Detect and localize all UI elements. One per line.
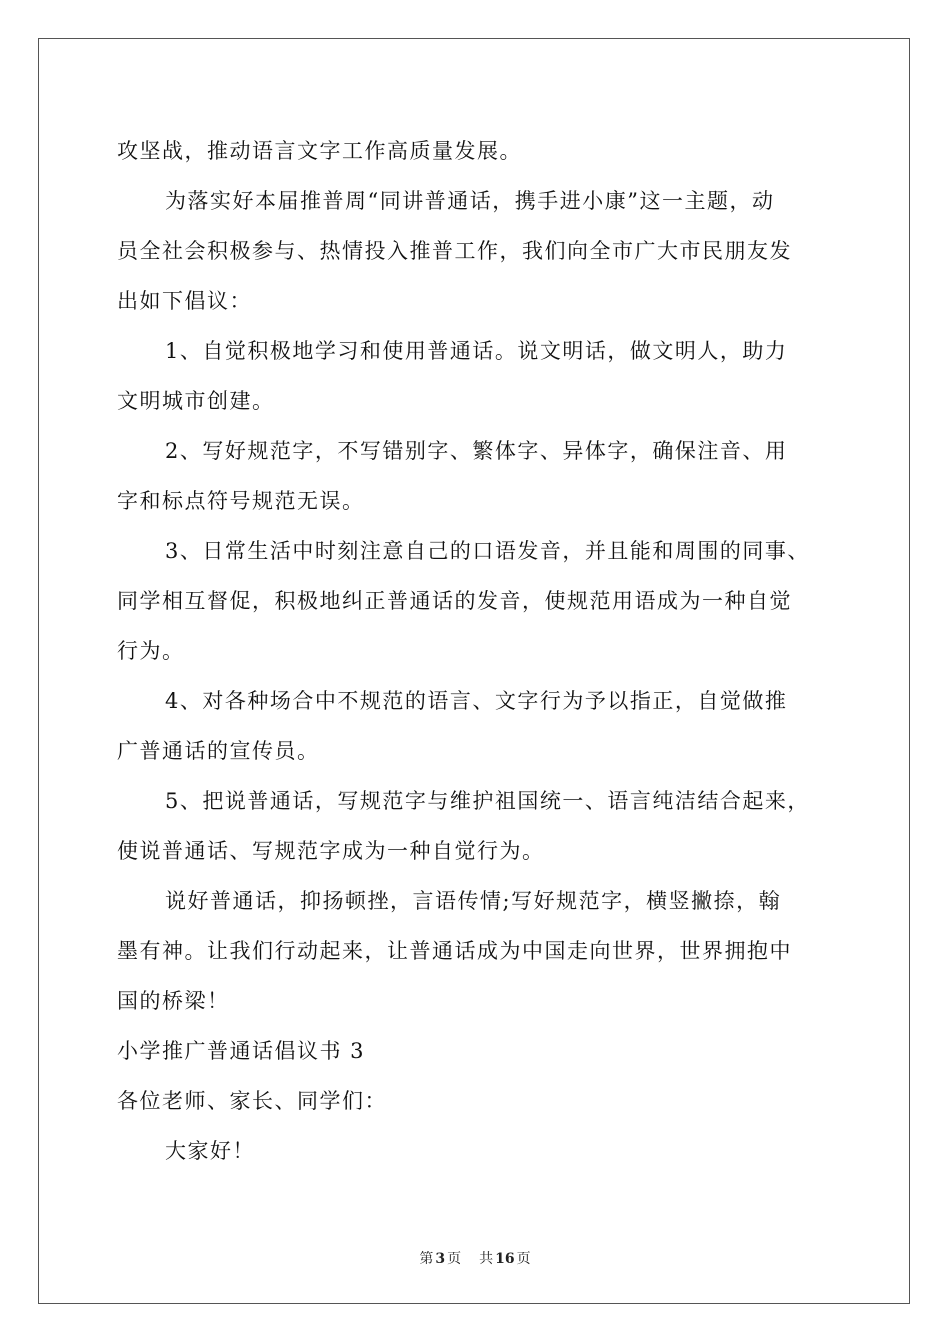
- footer-page-prefix: 第: [419, 1251, 434, 1267]
- document-body: [117, 126, 857, 1176]
- text-line: 同学相互督促，积极地纠正普通话的发音，使规范用语成为一种自觉: [117, 589, 792, 613]
- text-line: 文明城市创建。: [117, 389, 275, 413]
- text-line: 国的桥梁！: [117, 989, 230, 1013]
- footer-page-suffix: 页: [447, 1251, 462, 1267]
- text-line: 4、对各种场合中不规范的语言、文字行为予以指正，自觉做推: [165, 689, 788, 713]
- text-line: 攻坚战，推动语言文字工作高质量发展。: [117, 139, 522, 163]
- text-line: 墨有神。让我们行动起来，让普通话成为中国走向世界，世界拥抱中: [117, 939, 792, 963]
- footer-total-number: 16: [495, 1251, 515, 1267]
- section-heading: 小学推广普通话倡议书 3: [117, 1039, 366, 1063]
- salutation: 各位老师、家长、同学们：: [117, 1089, 387, 1113]
- greeting: 大家好！: [165, 1139, 255, 1163]
- text-line: 说好普通话，抑扬顿挫，言语传情;写好规范字，横竖撇捺，翰: [165, 889, 782, 913]
- text-line: 广普通话的宣传员。: [117, 739, 320, 763]
- text-line: 1、自觉积极地学习和使用普通话。说文明话，做文明人，助力: [165, 339, 788, 363]
- text-line: 3、日常生活中时刻注意自己的口语发音，并且能和周围的同事、: [165, 539, 810, 563]
- page-footer: [0, 1248, 950, 1268]
- text-line: 行为。: [117, 639, 185, 663]
- text-line: 员全社会积极参与、热情投入推普工作，我们向全市广大市民朋友发: [117, 239, 792, 263]
- footer-total-suffix: 页: [516, 1251, 531, 1267]
- text-line: 出如下倡议：: [117, 289, 252, 313]
- text-line: 为落实好本届推普周“同讲普通话，携手进小康”这一主题，动: [165, 189, 775, 213]
- text-line: 字和标点符号规范无误。: [117, 489, 365, 513]
- text-line: 2、写好规范字，不写错别字、繁体字、异体字，确保注音、用: [165, 439, 788, 463]
- text-line: 使说普通话、写规范字成为一种自觉行为。: [117, 839, 545, 863]
- text-line: 5、把说普通话，写规范字与维护祖国统一、语言纯洁结合起来，: [165, 789, 810, 813]
- footer-page-number: 3: [435, 1251, 446, 1267]
- footer-total-prefix: 共: [479, 1251, 494, 1267]
